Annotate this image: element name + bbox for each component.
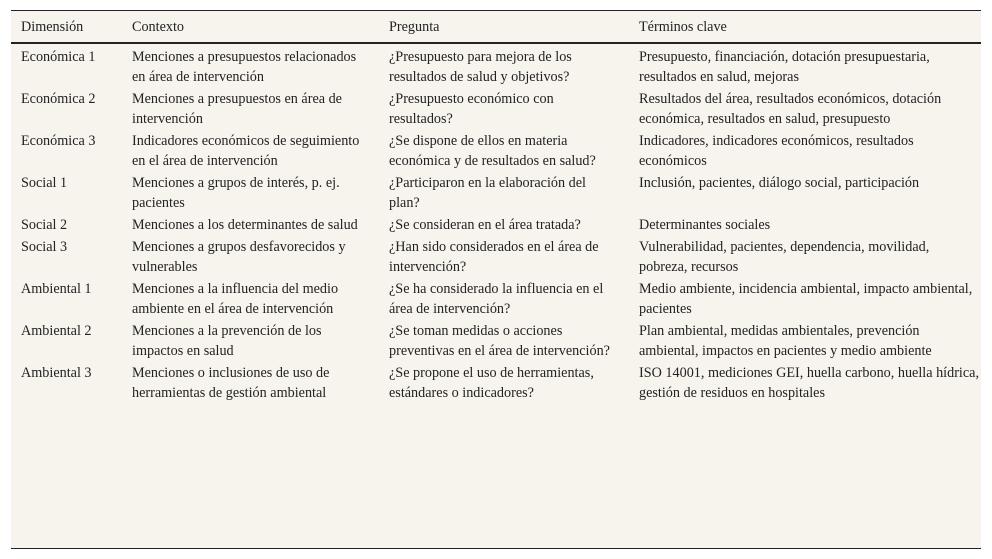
- cell-contexto: Menciones o inclusiones de uso de herramientas de gestión ambiental: [132, 365, 330, 401]
- cell-terminos: Vulnerabilidad, pacientes, dependencia, movilidad, pobreza, recursos: [639, 239, 930, 275]
- cell-pregunta: ¿Presupuesto para mejora de los resultados de salud y objetivos?: [389, 49, 572, 85]
- header-contexto: Contexto: [122, 11, 379, 43]
- cell-pregunta: ¿Se toman medidas o acciones preventivas en el área de intervención?: [389, 323, 610, 359]
- table-row: [11, 171, 981, 213]
- criteria-table: [11, 11, 981, 403]
- table-row: [11, 43, 981, 87]
- cell-terminos: Presupuesto, financiación, dotación presupuestaria, resultados en salud, mejoras: [639, 49, 930, 85]
- cell-pregunta: ¿Se dispone de ellos en materia económica y de resultados en salud?: [389, 133, 596, 169]
- cell-terminos: Inclusión, pacientes, diálogo social, participación: [639, 175, 920, 191]
- cell-dimension: Social 1: [21, 175, 68, 191]
- cell-contexto: Menciones a presupuestos en área de intervención: [132, 91, 342, 127]
- cell-pregunta: ¿Participaron en la elaboración del plan?: [389, 175, 586, 211]
- cell-pregunta: ¿Han sido considerados en el área de intervención?: [389, 239, 599, 275]
- cell-dimension: Ambiental 1: [21, 281, 92, 297]
- criteria-table-container: [11, 10, 981, 549]
- cell-dimension: Social 2: [21, 217, 68, 233]
- cell-terminos: ISO 14001, mediciones GEI, huella carbono, huella hídrica, gestión de residuos en hospitales: [639, 365, 980, 401]
- cell-contexto: Indicadores económicos de seguimiento en el área de intervención: [132, 133, 360, 169]
- cell-dimension: Ambiental 2: [21, 323, 92, 339]
- table-row: [11, 213, 981, 235]
- cell-pregunta: ¿Se consideran en el área tratada?: [389, 217, 581, 233]
- cell-contexto: Menciones a presupuestos relacionados en área de intervención: [132, 49, 357, 85]
- header-dimension: Dimensión: [11, 11, 122, 43]
- cell-dimension: Económica 2: [21, 91, 96, 107]
- table-header: [11, 11, 981, 43]
- cell-terminos: Resultados del área, resultados económicos, dotación económica, resultados en salud, presupuesto: [639, 91, 942, 127]
- cell-dimension: Económica 1: [21, 49, 96, 65]
- cell-dimension: Ambiental 3: [21, 365, 92, 381]
- cell-pregunta: ¿Se propone el uso de herramientas, estándares o indicadores?: [389, 365, 594, 401]
- cell-pregunta: ¿Presupuesto económico con resultados?: [389, 91, 554, 127]
- header-row: [11, 11, 981, 43]
- cell-terminos: Plan ambiental, medidas ambientales, prevención ambiental, impactos en pacientes y medio ambiente: [639, 323, 932, 359]
- cell-terminos: Indicadores, indicadores económicos, resultados económicos: [639, 133, 914, 169]
- cell-dimension: Económica 3: [21, 133, 96, 149]
- table-row: [11, 87, 981, 129]
- table-row: [11, 129, 981, 171]
- cell-contexto: Menciones a la prevención de los impactos en salud: [132, 323, 322, 359]
- cell-terminos: Medio ambiente, incidencia ambiental, impacto ambiental, pacientes: [639, 281, 973, 317]
- table-row: [11, 235, 981, 277]
- cell-contexto: Menciones a los determinantes de salud: [132, 217, 358, 233]
- cell-dimension: Social 3: [21, 239, 68, 255]
- table-row: [11, 361, 981, 403]
- cell-terminos: Determinantes sociales: [639, 217, 771, 233]
- header-pregunta: Pregunta: [379, 11, 629, 43]
- cell-contexto: Menciones a grupos desfavorecidos y vulnerables: [132, 239, 346, 275]
- header-terminos-clave: Términos clave: [629, 11, 981, 43]
- cell-contexto: Menciones a grupos de interés, p. ej. pacientes: [132, 175, 340, 211]
- cell-contexto: Menciones a la influencia del medio ambiente en el área de intervención: [132, 281, 339, 317]
- table-row: [11, 319, 981, 361]
- table-body: [11, 43, 981, 403]
- table-row: [11, 277, 981, 319]
- cell-pregunta: ¿Se ha considerado la influencia en el área de intervención?: [389, 281, 604, 317]
